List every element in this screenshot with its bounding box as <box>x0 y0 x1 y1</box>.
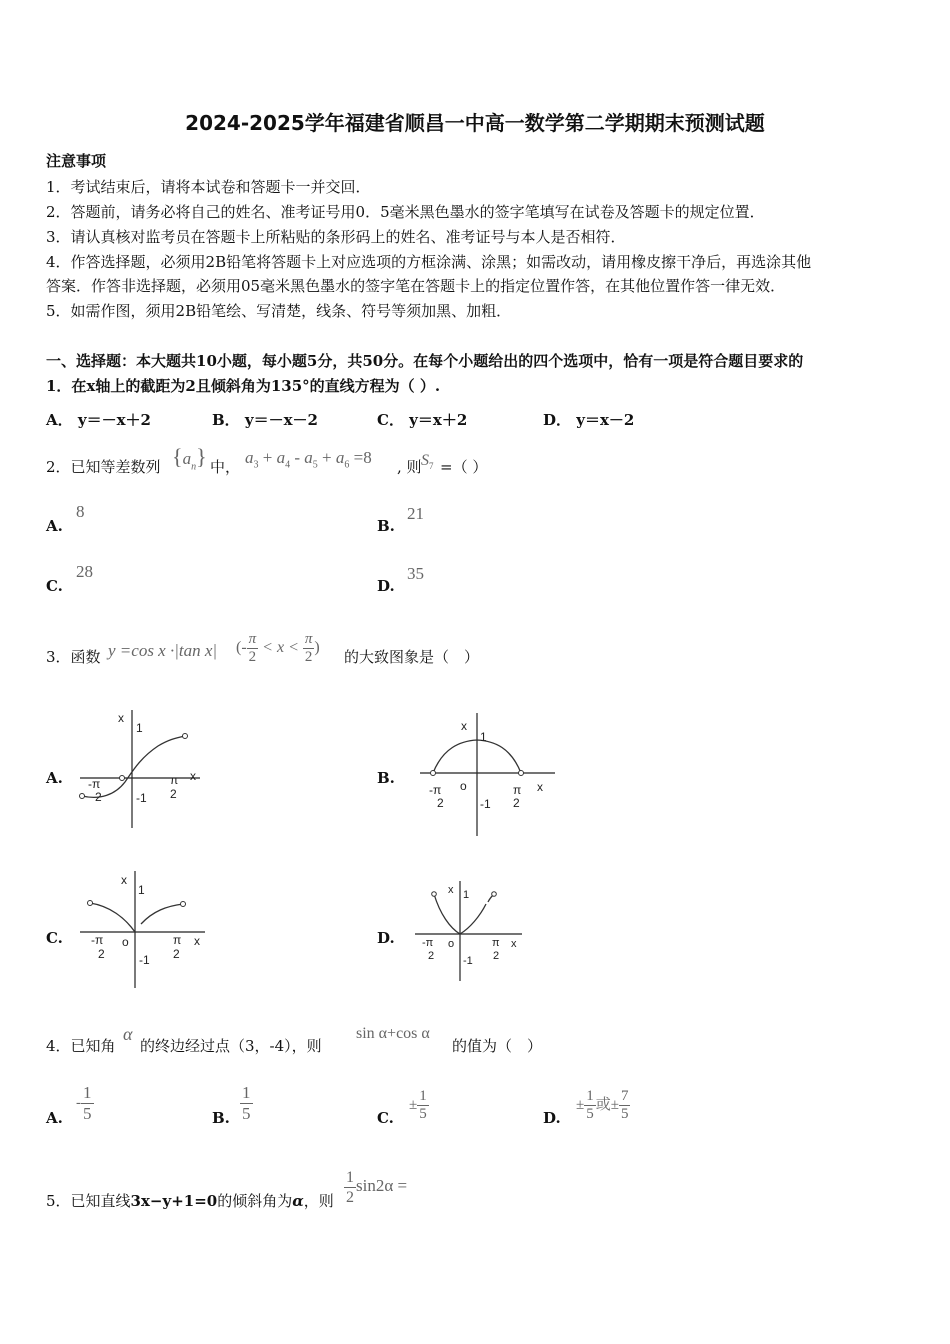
q1-option-c[interactable]: C． y＝x＋2 <box>377 411 468 429</box>
q3-tail: 的大致图象是（ ） <box>344 648 480 666</box>
axis-label: x <box>190 769 196 783</box>
tick-label: 2 <box>170 787 177 801</box>
q1-stem: 1．在x轴上的截距为2且倾斜角为135°的直线方程为（ ）. <box>46 377 441 395</box>
q2-mid: 中， <box>210 458 241 476</box>
q4-option-b-label[interactable]: B. <box>212 1109 230 1127</box>
tick-label: -1 <box>480 797 491 811</box>
axis-label: x <box>448 884 454 896</box>
q3-domain: (- $\frac{\pi}{2}$ < x < $\frac{\pi}{2}$ ) <box>236 630 320 665</box>
tick-label: -π <box>429 783 442 797</box>
tick-label: 1 <box>480 730 487 744</box>
q2-option-a-label[interactable]: A. <box>46 517 63 535</box>
q2-option-d-label[interactable]: D. <box>377 577 395 595</box>
tick-label: 2 <box>437 796 444 810</box>
tick-label: -π <box>422 937 434 949</box>
q4-option-b-value: $\frac{1}{5}$ <box>242 1083 251 1124</box>
q2-stem <box>46 457 161 477</box>
section-heading: 一、选择题：本大题共10小题，每小题5分，共50分。在每个小题给出的四个选项中，恰有一项是符合题目要求的 <box>46 352 804 370</box>
notice-item: 答案．作答非选择题，必须用05毫米黑色墨水的签字笔在答题卡上的指定位置作答，在其他位置作答一律无效． <box>46 277 786 295</box>
tick-label: -π <box>88 777 101 791</box>
q4-alpha: α <box>123 1024 133 1044</box>
q3-graph-a[interactable] <box>70 700 210 830</box>
axis-label: x <box>461 719 467 733</box>
tick-label: 1 <box>136 721 143 735</box>
tick-label: 1 <box>463 889 470 901</box>
q4-option-c-label[interactable]: C. <box>377 1109 394 1127</box>
notice-item: 4．作答选择题，必须用2B铅笔将答题卡上对应选项的方框涂满、涂黑；如需改动，请用橡皮擦干净后，再选涂其他 <box>46 253 812 271</box>
axis-label: x <box>511 938 517 950</box>
tick-label: -π <box>91 933 104 947</box>
axis-label: x <box>537 780 543 794</box>
tick-label: 2 <box>98 947 105 961</box>
q5-expression: $\frac{1}{2}$ sin2α = <box>346 1169 408 1207</box>
q4-option-d-value: ± $\frac{1}{5}$ 或± $\frac{7}{5}$ <box>576 1088 629 1123</box>
q1-option-d[interactable]: D． y＝x－2 <box>543 411 635 429</box>
tick-label: 1 <box>138 883 145 897</box>
q4-option-a-label[interactable]: A. <box>46 1109 63 1127</box>
notice-item: 1．考试结束后，请将本试卷和答题卡一并交回． <box>46 178 371 196</box>
notice-item: 3．请认真核对监考员在答题卡上所粘贴的条形码上的姓名、准考证号与本人是否相符． <box>46 228 626 246</box>
q2-option-a-value: 8 <box>76 502 85 521</box>
q3-option-b-label[interactable]: B. <box>377 769 395 787</box>
q4-mid: 的终边经过点（3，-4），则 <box>140 1037 322 1055</box>
origin-label: o <box>448 938 455 950</box>
q3-graph-c[interactable] <box>75 866 215 991</box>
tick-label: 2 <box>173 947 180 961</box>
q4-option-a-value: - $\frac{1}{5}$ <box>76 1083 92 1124</box>
tick-label: π <box>173 933 182 947</box>
q3-graph-d[interactable] <box>410 876 530 986</box>
notice-item: 2．答题前，请务必将自己的姓名、准考证号用0．5毫米黑色墨水的签字笔填写在试卷及答题卡的规定位置． <box>46 203 765 221</box>
q4-tail: 的值为（ ） <box>452 1037 543 1055</box>
origin-label: o <box>122 935 129 949</box>
q4-expr: sin α+cos α <box>356 1025 430 1042</box>
axis-label: x <box>121 873 127 887</box>
q1-option-b[interactable]: B． y＝－x－2 <box>212 411 318 429</box>
q5-stem: 5．已知直线3x−y+1=0的倾斜角为α，则 <box>46 1192 334 1210</box>
q2-option-c-label[interactable]: C. <box>46 577 63 595</box>
tick-label: 2 <box>95 790 102 804</box>
tick-label: π <box>170 773 179 787</box>
tick-label: -1 <box>463 955 473 967</box>
q4-num: 4．已知角 <box>46 1037 116 1055</box>
q2-option-d-value: 35 <box>407 564 424 583</box>
q1-option-a[interactable]: A． y＝－x＋2 <box>46 411 151 429</box>
tick-label: 2 <box>493 950 500 962</box>
notice-item: 5．如需作图，须用2B铅笔绘、写清楚，线条、符号等须加黑、加粗． <box>46 302 512 320</box>
q2-tail: =（ ） <box>440 458 488 476</box>
origin-label: o <box>460 779 467 793</box>
q3-function: y =cos x ·|tan x| <box>108 641 218 660</box>
axis-label: x <box>118 711 124 725</box>
q2-s7: $S_7$ <box>421 452 434 472</box>
notice-heading: 注意事项 <box>46 152 107 170</box>
q2-num: 2．已知等差数列 <box>46 458 161 476</box>
q2-equation: $a_3 + a_4 - a_5 + a_6 =8$ <box>245 448 372 471</box>
q2-then: , 则 <box>397 458 422 476</box>
tick-label: π <box>492 937 500 949</box>
axis-label: x <box>194 934 200 948</box>
page-title: 2024-2025学年福建省顺昌一中高一数学第二学期期末预测试题 <box>185 111 765 135</box>
q3-graph-b[interactable] <box>415 708 560 838</box>
q4-option-d-label[interactable]: D. <box>543 1109 561 1127</box>
q3-option-d-label[interactable]: D. <box>377 929 395 947</box>
q2-option-c-value: 28 <box>76 562 93 581</box>
q3-option-c-label[interactable]: C. <box>46 929 63 947</box>
tick-label: -1 <box>139 953 150 967</box>
q3-option-a-label[interactable]: A. <box>46 769 63 787</box>
q3-num: 3．函数 <box>46 648 101 666</box>
q2-seq: $\{a_n\}$ <box>172 444 207 473</box>
tick-label: -1 <box>136 791 147 805</box>
q4-option-c-value: ± $\frac{1}{5}$ <box>409 1088 427 1123</box>
tick-label: π <box>513 783 522 797</box>
q2-option-b-value: 21 <box>407 504 424 523</box>
tick-label: 2 <box>428 950 435 962</box>
q2-option-b-label[interactable]: B. <box>377 517 395 535</box>
tick-label: 2 <box>513 796 520 810</box>
